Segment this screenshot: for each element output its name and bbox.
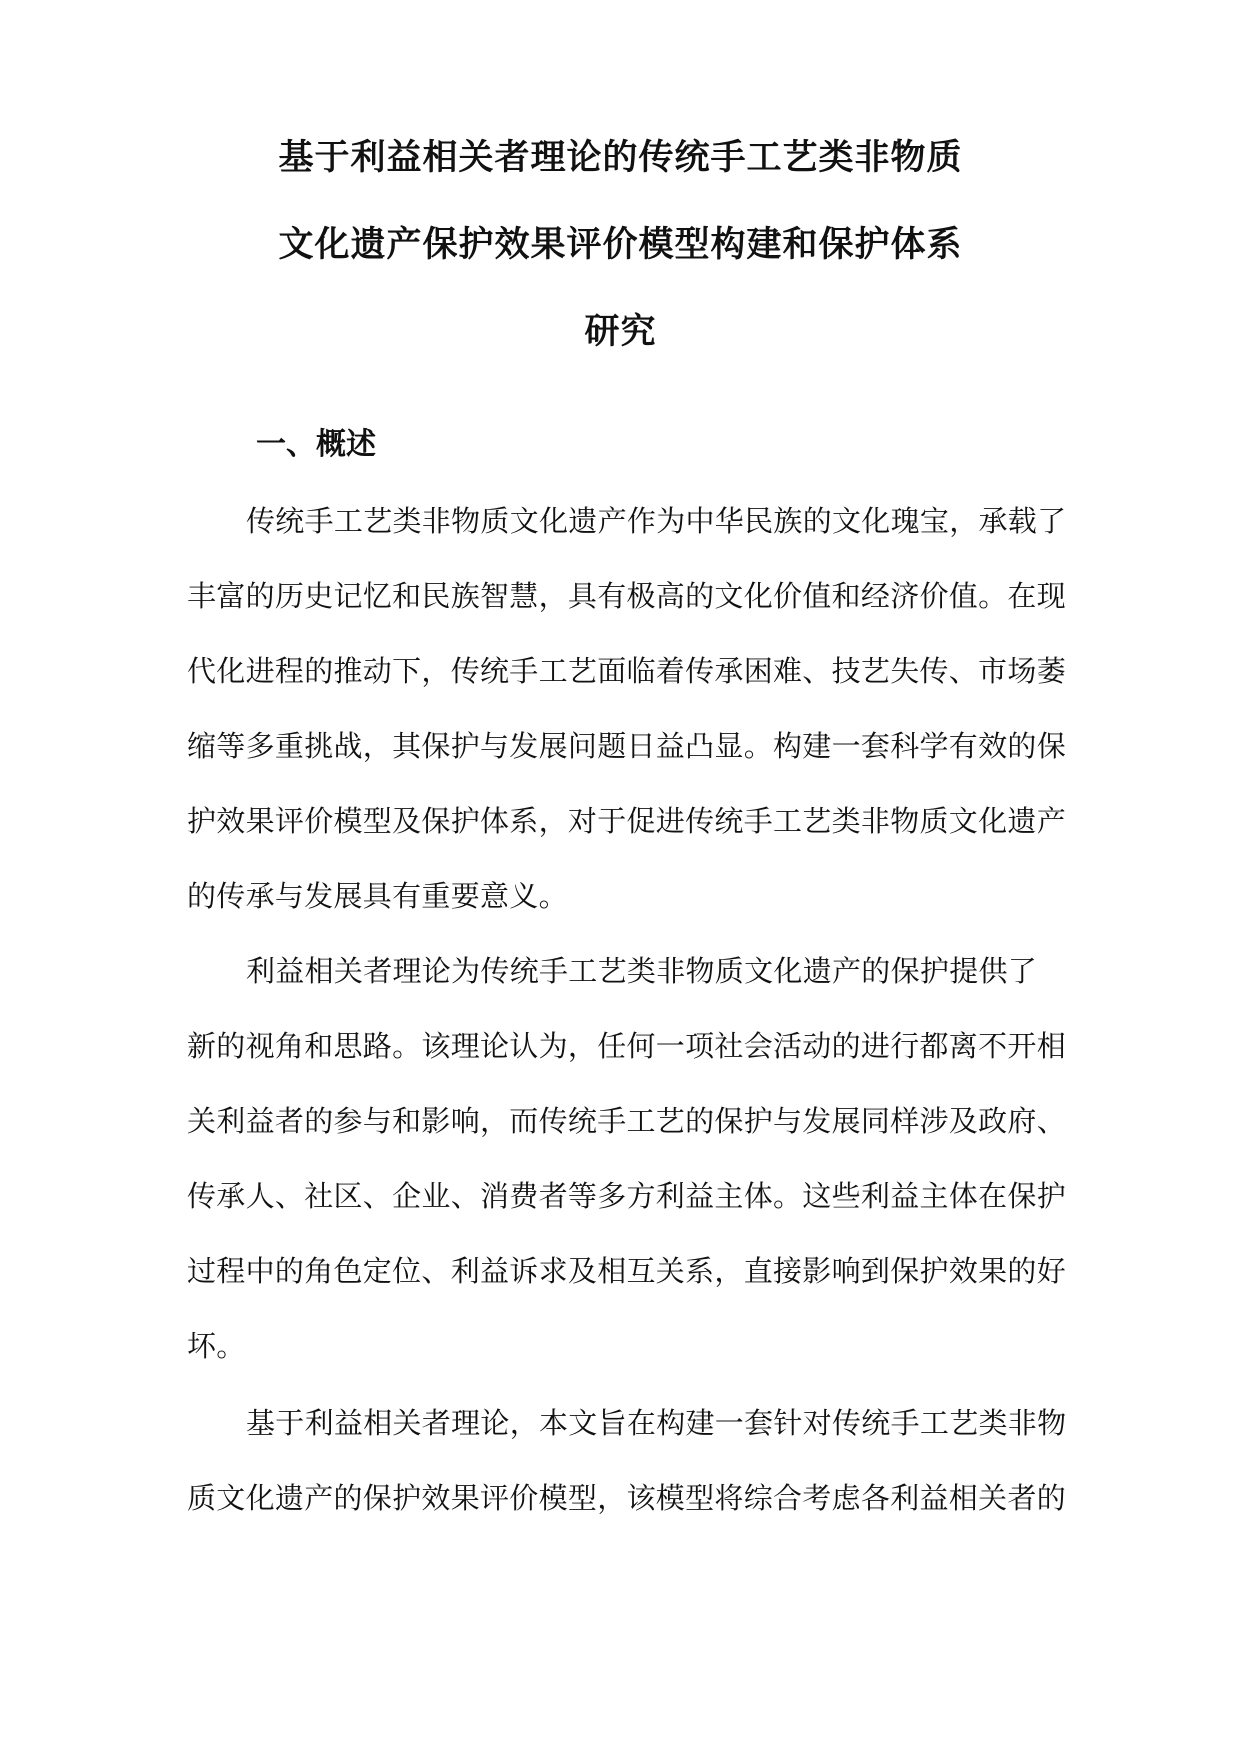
body-line: 坏。 [187,1329,246,1363]
body-line: 利益相关者理论为传统手工艺类非物质文化遗产的保护提供了 [246,954,1038,988]
body-line: 缩等多重挑战，其保护与发展问题日益凸显。构建一套科学有效的保 [187,729,1067,763]
body-line: 的传承与发展具有重要意义。 [187,879,568,913]
body-line: 过程中的角色定位、利益诉求及相互关系，直接影响到保护效果的好 [187,1254,1067,1288]
title-line-3: 研究 [584,312,657,352]
body-line: 丰富的历史记忆和民族智慧，具有极高的文化价值和经济价值。在现 [187,579,1067,613]
body-line: 新的视角和思路。该理论认为，任何一项社会活动的进行都离不开相 [187,1029,1067,1063]
title-line-1: 基于利益相关者理论的传统手工艺类非物质 [278,138,963,178]
body-line: 代化进程的推动下，传统手工艺面临着传承困难、技艺失传、市场萎 [187,654,1067,688]
body-line: 传承人、社区、企业、消费者等多方利益主体。这些利益主体在保护 [187,1179,1067,1213]
body-line: 传统手工艺类非物质文化遗产作为中华民族的文化瑰宝，承载了 [246,504,1067,538]
body-line: 基于利益相关者理论，本文旨在构建一套针对传统手工艺类非物 [246,1406,1067,1440]
section-heading: 一、概述 [256,427,376,462]
body-line: 质文化遗产的保护效果评价模型，该模型将综合考虑各利益相关者的 [187,1481,1067,1515]
title-line-2: 文化遗产保护效果评价模型构建和保护体系 [278,225,963,265]
body-line: 护效果评价模型及保护体系，对于促进传统手工艺类非物质文化遗产 [187,804,1067,838]
body-line: 关利益者的参与和影响，而传统手工艺的保护与发展同样涉及政府、 [187,1104,1067,1138]
